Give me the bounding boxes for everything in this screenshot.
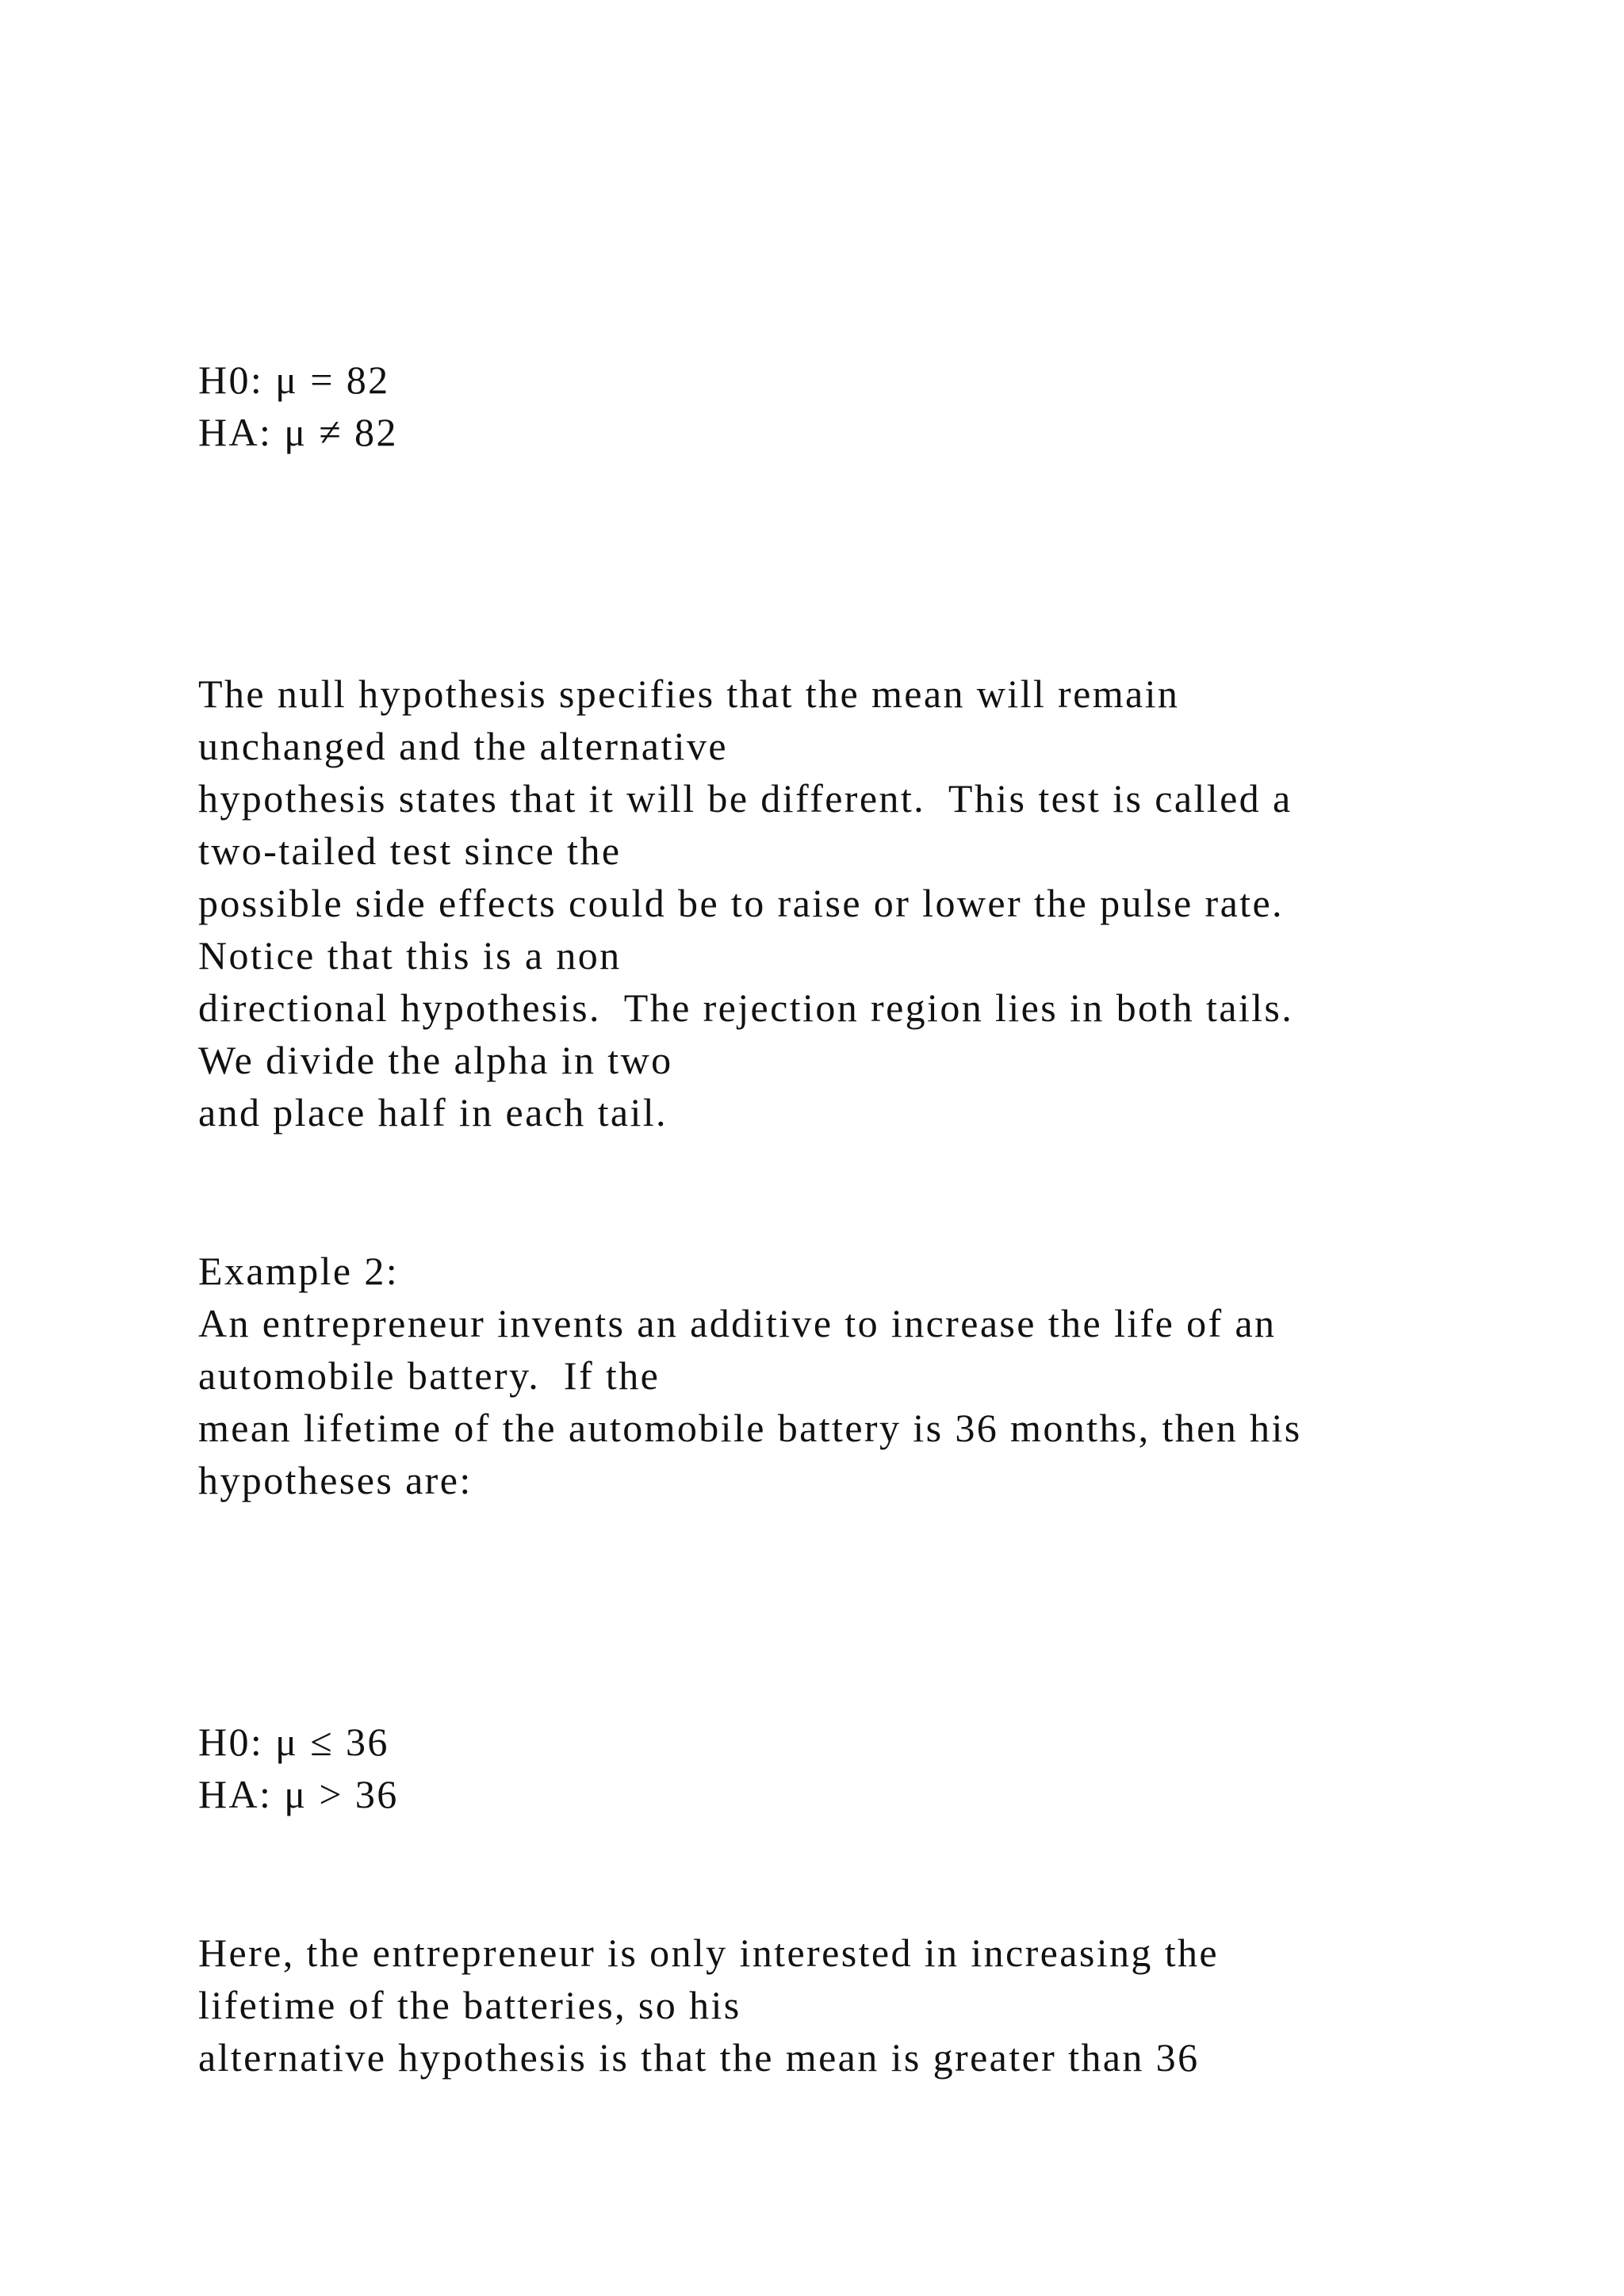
paragraph-1-line: and place half in each tail. — [198, 1090, 668, 1135]
alternative-hypothesis-2: HA: μ > 36 — [198, 1772, 399, 1816]
paragraph-1-line: directional hypothesis. The rejection region lies in both tails. — [198, 985, 1294, 1030]
paragraph-1-line: unchanged and the alternative — [198, 724, 728, 768]
paragraph-1-line: We divide the alpha in two — [198, 1038, 673, 1082]
alternative-hypothesis-1: HA: μ ≠ 82 — [198, 410, 398, 454]
paragraph-1-line: Notice that this is a non — [198, 933, 622, 978]
paragraph-2-line: alternative hypothesis is that the mean is greater than 36 — [198, 2035, 1200, 2080]
paragraph-2-line: Here, the entrepreneur is only interested in increasing the — [198, 1931, 1219, 1975]
paragraph-1-line: The null hypothesis specifies that the mean will remain — [198, 672, 1180, 716]
paragraph-2-line: lifetime of the batteries, so his — [198, 1983, 741, 2027]
example-2-line: automobile battery. If the — [198, 1353, 661, 1398]
example-2-heading: Example 2: — [198, 1249, 400, 1293]
null-hypothesis-1: H0: μ = 82 — [198, 358, 390, 402]
example-2-line: hypotheses are: — [198, 1458, 473, 1502]
paragraph-1-line: two-tailed test since the — [198, 828, 622, 873]
paragraph-1-line: hypothesis states that it will be different. This test is called a — [198, 776, 1293, 821]
example-2-line: mean lifetime of the automobile battery is 36 months, then his — [198, 1406, 1302, 1450]
example-2-line: An entrepreneur invents an additive to increase the life of an — [198, 1301, 1277, 1345]
null-hypothesis-2: H0: μ ≤ 36 — [198, 1720, 389, 1764]
paragraph-1-line: possible side effects could be to raise or lower the pulse rate. — [198, 881, 1284, 925]
